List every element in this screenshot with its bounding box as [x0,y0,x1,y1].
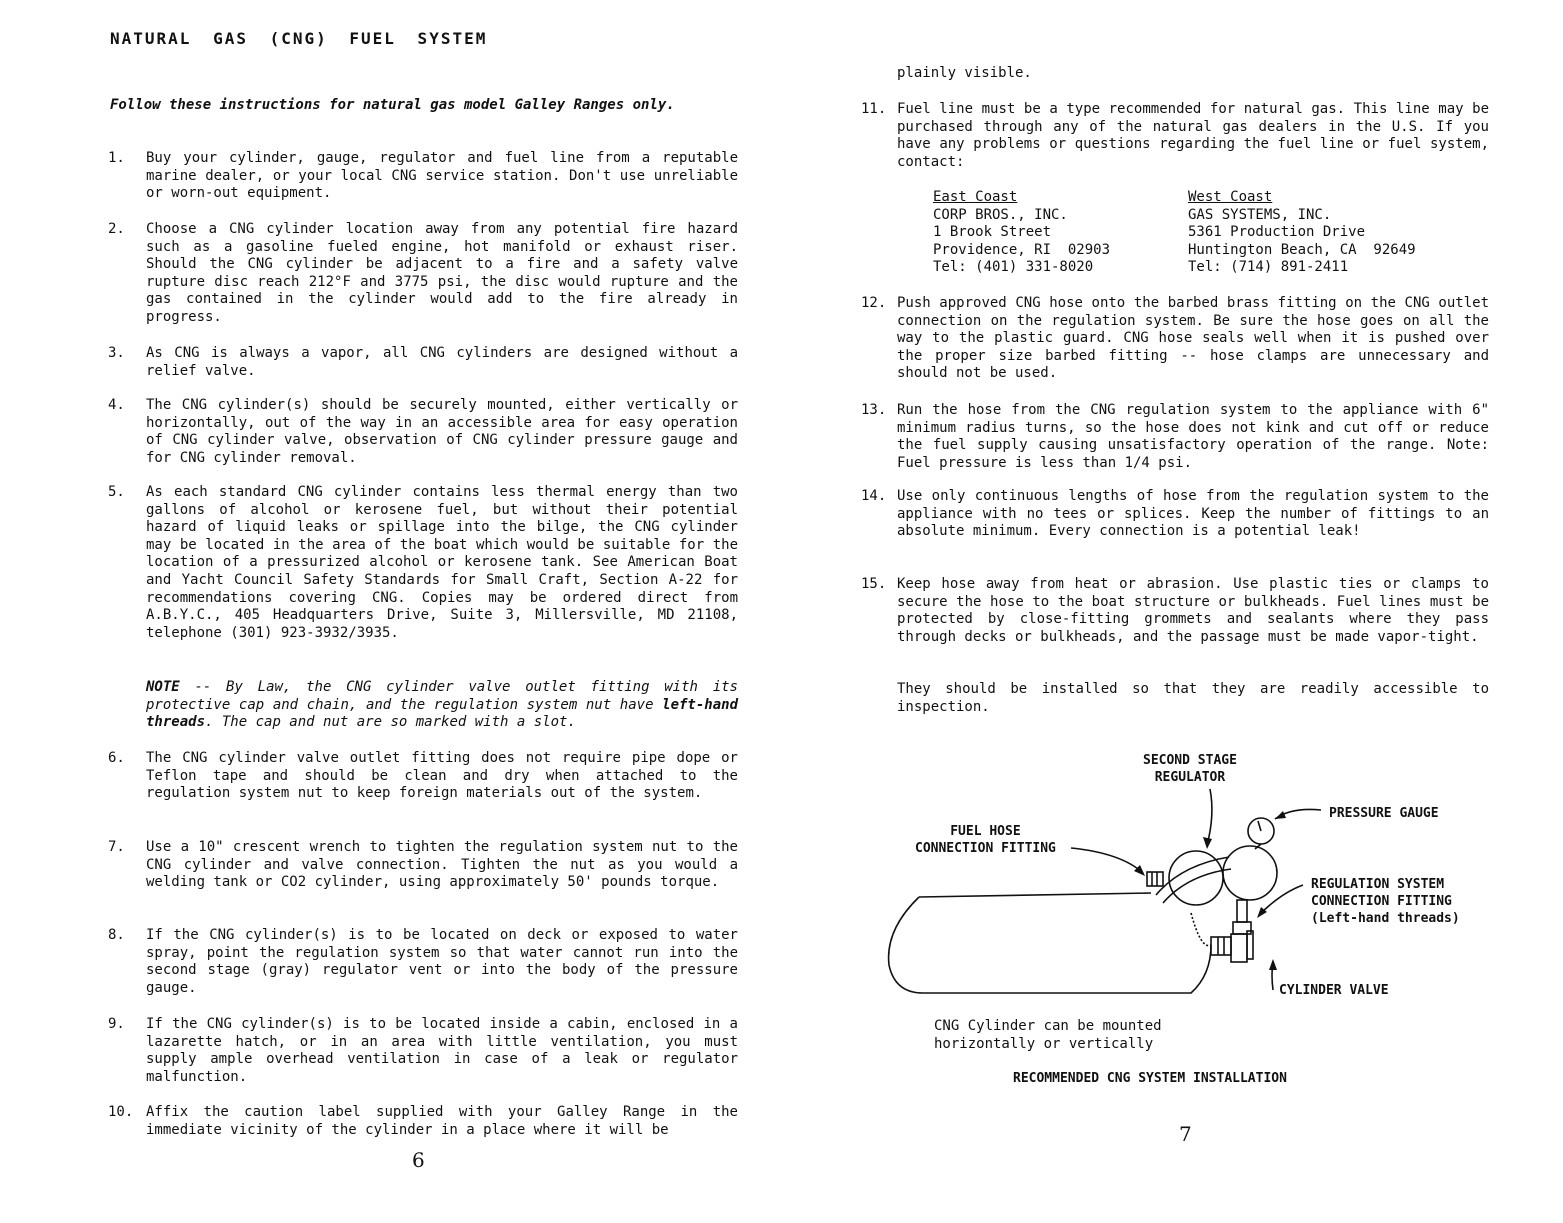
contact-line: 1 Brook Street [933,224,1052,241]
note-prefix: NOTE [146,679,180,695]
item-number: 7. [108,839,125,855]
item-text: If the CNG cylinder(s) is to be located on deck or exposed to water spray, point the regulation system so that water cannot run into the second stage (gray) regulator vent or into the body of the pressure gauge. [146,927,738,996]
contact-line: Tel: (401) 331-8020 [933,259,1094,276]
right-page [781,0,1563,1223]
item-text: If the CNG cylinder(s) is to be located inside a cabin, enclosed in a lazarette hatch, or in an area with little ventilation, you must supply ample overhead ventilation in case of a leak or regulator malfunction. [146,1016,738,1085]
item-number: 11. [861,101,887,117]
note-emphasis: left-hand threads [146,696,738,731]
item-number: 8. [108,927,125,943]
continuation-text: plainly visible. [897,65,1032,81]
note-body: -- By Law, the CNG cylinder valve outlet fitting with its protective cap and chain, and the regulation system nut have [146,679,738,713]
leader-fuel-hose [1071,848,1143,873]
note-suffix: . The cap and nut are so marked with a slot. [205,714,576,731]
leader-regulation [1259,885,1303,915]
contact-line: Tel: (714) 891-2411 [1188,259,1349,276]
item-text: Keep hose away from heat or abrasion. Use plastic ties or clamps to secure the hose to the boat structure or bulkheads. Fuel lines must be protected by close-fitting grommets and sealants where they pass through decks or bulkheads, and the passage must be made vapor-tight. [897,576,1489,645]
item-text: Run the hose from the CNG regulation system to the appliance with 6" minimum radius turns, so the hose does not kink and cut off or reduce the fuel supply causing unsatisfactory operation of the range. Note: Fuel pressure is less than 1/4 psi. [897,402,1489,471]
page-number: 7 [1179,1122,1192,1146]
contact-line: Huntington Beach, CA 92649 [1188,241,1416,258]
contact-east [933,189,1193,277]
page-number: 6 [412,1148,425,1172]
item-text: Affix the caution label supplied with your Galley Range in the immediate vicinity of the cylinder in a place where it will be [146,1104,738,1138]
item-number: 14. [861,488,887,504]
item-text: Buy your cylinder, gauge, regulator and fuel line from a reputable marine dealer, or your local CNG service station. Don't use unreliable or worn-out equipment. [146,150,738,202]
item-text: The CNG cylinder valve outlet fitting does not require pipe dope or Teflon tape and should be clean and dry when attached to the regulation system nut to keep foreign materials out of the system. [146,750,738,802]
item-text: Push approved CNG hose onto the barbed brass fitting on the CNG outlet connection on the regulation system. Be sure the hose goes on all the way to the plastic guard. CNG hose seals well when it is pushed over the proper size barbed fitting -- hose clamps are unnecessary and should not be used. [897,295,1489,382]
item-text: Use a 10" crescent wrench to tighten the regulation system nut to the CNG cylinder and valve connection. Tighten the nut as you would a welding tank or CO2 cylinder, using approximately 50' pounds torque. [146,839,738,891]
contact-line: GAS SYSTEMS, INC. [1188,206,1332,223]
item-number: 3. [108,345,125,361]
section-header: NATURAL GAS (CNG) FUEL SYSTEM [110,29,488,48]
item-number: 10. [108,1104,134,1120]
contact-west [1188,189,1448,277]
cylinder-body [889,897,1211,993]
item-text: As each standard CNG cylinder contains less thermal energy than two gallons of alcohol or kerosene fuel, but without their potential hazard of liquid leaks or spillage into the bilge, the CNG cylinder may be located in the area of the boat which would be suitable for the location of a pressurized alcohol or kerosene tank. See American Boat and Yacht Council Safety Standards for Small Craft, Section A-22 for recommendations covering CNG. Copies may be ordered direct from A.B.Y.C., 405 Headquarters Drive, Suite 3, Millersville, MD 21108, telephone (301) 923-3932/3935. [146,484,738,641]
item-number: 1. [108,150,125,166]
label-fuel-hose: FUEL HOSE CONNECTION FITTING [915,824,1056,856]
item-text: The CNG cylinder(s) should be securely mounted, either vertically or horizontally, out of the way in an accessible area for easy operation of CNG cylinder valve, observation of CNG cylinder pressure gauge and for CNG cylinder removal. [146,397,738,466]
item-text: As CNG is always a vapor, all CNG cylinders are designed without a relief valve. [146,345,738,379]
item-number: 4. [108,397,125,413]
left-page [0,0,781,1223]
item-number: 9. [108,1016,125,1032]
diagram-title: RECOMMENDED CNG SYSTEM INSTALLATION [1013,1071,1287,1086]
closing-text: They should be installed so that they are readily accessible to inspection. [897,681,1489,715]
contact-heading: East Coast [933,189,1018,205]
contact-line: CORP BROS., INC. [933,206,1068,223]
contact-line: 5361 Production Drive [1188,224,1366,241]
item-number: 13. [861,402,887,418]
item-number: 15. [861,576,887,592]
cylinder-valve [1231,934,1247,962]
intro-text: Follow these instructions for natural gas model Galley Ranges only. [110,97,675,113]
item-text: Choose a CNG cylinder location away from any potential fire hazard such as a gasoline fueled engine, hot manifold or exhaust riser. Should the CNG cylinder be adjacent to a fire and a safety valve rupture disc reach 212°F and 3775 psi, the disc would rupture and the gas contained in the cylinder would add to the fire already in progress. [146,221,738,325]
contact-line: Providence, RI 02903 [933,241,1111,258]
label-second-stage: SECOND STAGE REGULATOR [1143,753,1237,785]
regulation-stem [1237,900,1247,922]
note-text [146,679,738,732]
label-regulation: REGULATION SYSTEM CONNECTION FITTING (Left-hand threads) [1311,877,1460,926]
leader-second-stage [1207,789,1212,845]
label-cylinder-valve: CYLINDER VALVE [1279,983,1389,998]
contact-heading: West Coast [1188,189,1273,205]
item-number: 12. [861,295,887,311]
cng-system-diagram [881,745,1501,1055]
item-text: Fuel line must be a type recommended for natural gas. This line may be purchased through any of the natural gas dealers in the U.S. If you have any problems or questions regarding the fuel line or fuel system, contact: [897,101,1489,170]
item-number: 2. [108,221,125,237]
item-text: Use only continuous lengths of hose from the regulation system to the appliance with no tees or splices. Keep the number of fittings to an absolute minimum. Every connection is a potential leak! [897,488,1489,540]
item-number: 5. [108,484,125,500]
label-pressure-gauge: PRESSURE GAUGE [1329,806,1439,821]
second-stage-regulator [1223,846,1277,900]
cylinder-top-line [919,893,1151,897]
item-number: 6. [108,750,125,766]
fuel-hose-fitting [1147,872,1163,886]
diagram-caption: CNG Cylinder can be mounted horizontally or vertically [934,1018,1162,1052]
